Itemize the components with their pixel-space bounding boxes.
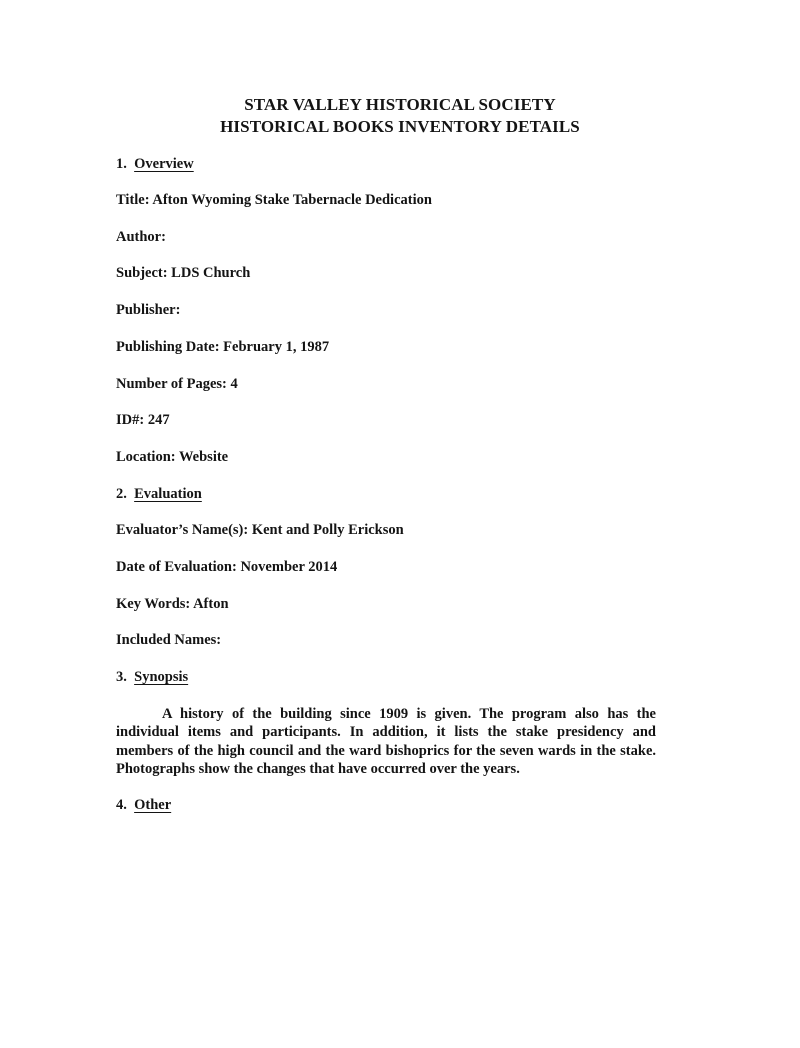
field-subject: Subject: LDS Church xyxy=(116,265,251,281)
field-key-words: Key Words: Afton xyxy=(116,596,229,612)
section-title: Synopsis xyxy=(134,669,189,685)
document-title: HISTORICAL BOOKS INVENTORY DETAILS xyxy=(220,117,580,136)
section-number: 2. xyxy=(116,486,127,502)
section-synopsis-heading xyxy=(116,669,188,686)
field-publishing-date: Publishing Date: February 1, 1987 xyxy=(116,339,330,355)
section-number: 4. xyxy=(116,797,127,813)
field-title: Title: Afton Wyoming Stake Tabernacle Dedication xyxy=(116,192,432,208)
field-evaluation-date: Date of Evaluation: November 2014 xyxy=(116,559,338,575)
section-number: 1. xyxy=(116,156,127,172)
field-included-names: Included Names: xyxy=(116,632,222,648)
section-title: Evaluation xyxy=(134,486,202,502)
section-evaluation-heading xyxy=(116,486,202,503)
section-other-heading xyxy=(116,797,171,814)
field-publisher: Publisher: xyxy=(116,302,181,318)
synopsis-paragraph: A history of the building since 1909 is given. The program also has the individual items and participants. In addition, it lists the stake presidency and members of the high council and the ward bishoprics for the seven wards in the stake. Photographs show the changes that have occurred over the years. xyxy=(116,706,656,777)
field-number-of-pages: Number of Pages: 4 xyxy=(116,376,238,392)
field-id: ID#: 247 xyxy=(116,412,170,428)
field-author: Author: xyxy=(116,229,166,245)
society-title: STAR VALLEY HISTORICAL SOCIETY xyxy=(244,95,556,114)
field-location: Location: Website xyxy=(116,449,229,465)
section-overview-heading xyxy=(116,156,194,173)
field-evaluators: Evaluator’s Name(s): Kent and Polly Erickson xyxy=(116,522,404,538)
section-number: 3. xyxy=(116,669,127,685)
section-title: Overview xyxy=(134,156,194,172)
section-title: Other xyxy=(134,797,172,813)
